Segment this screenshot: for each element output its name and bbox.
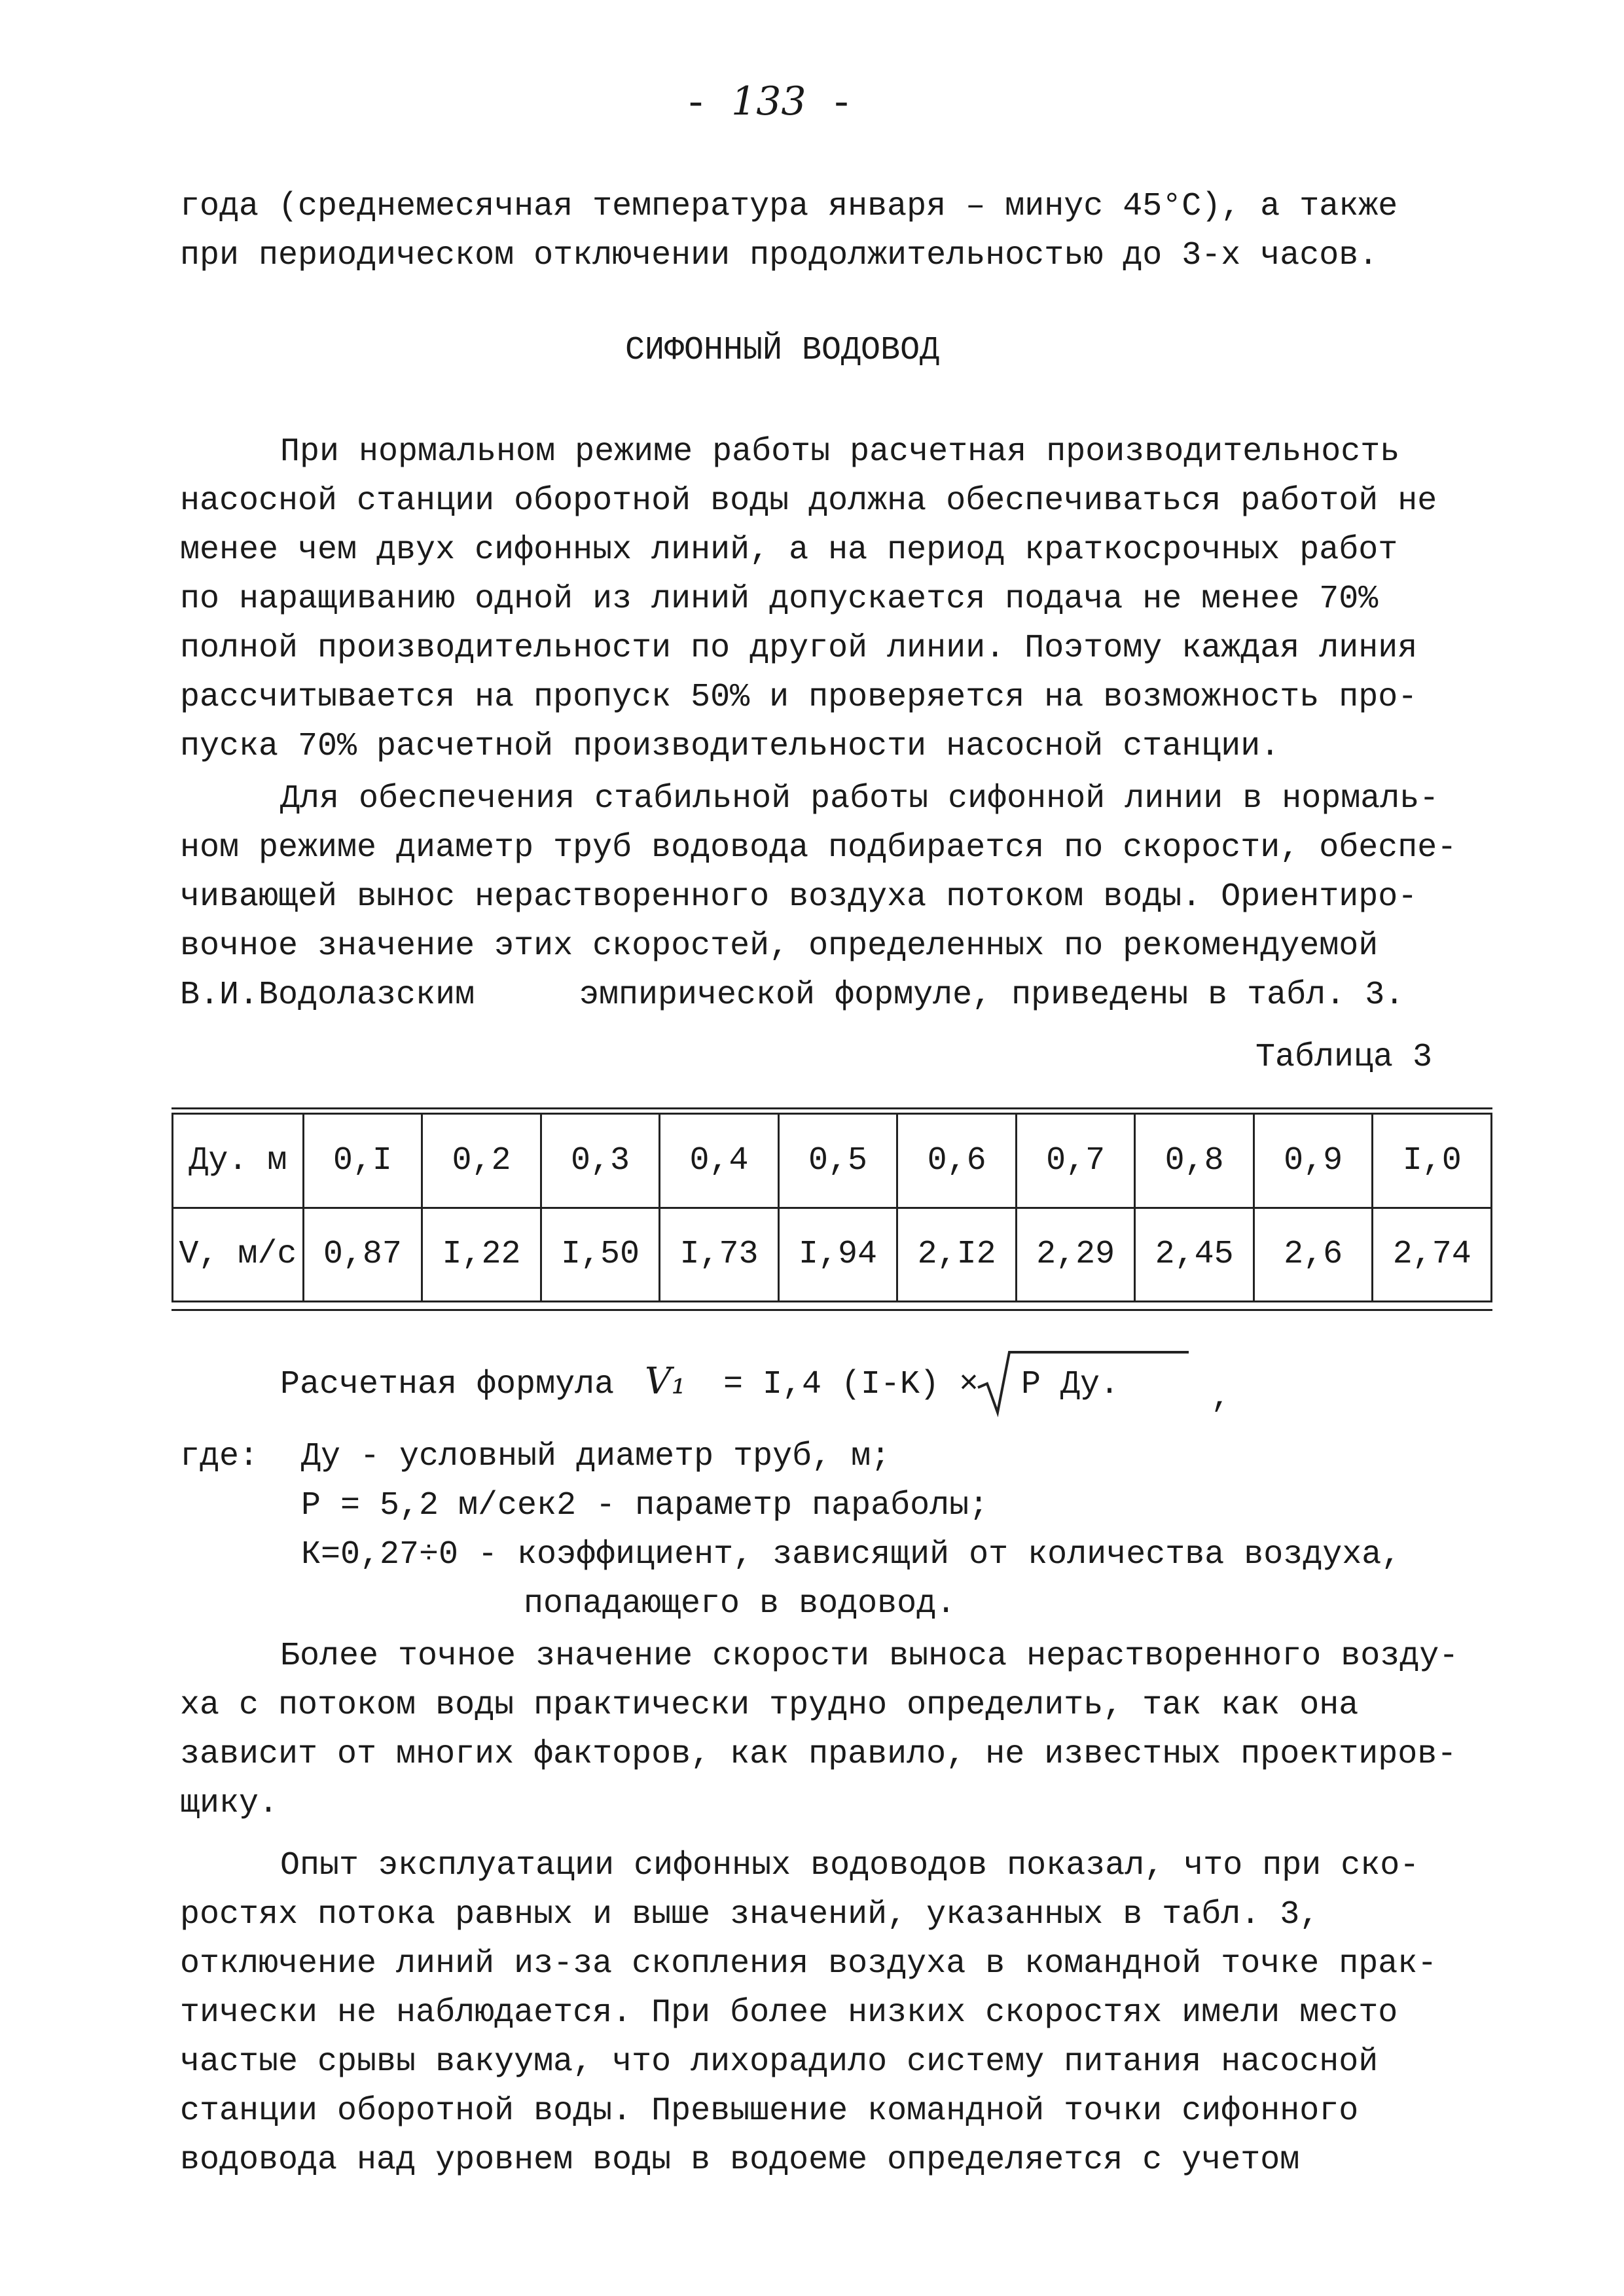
table-cell-diameter: 0,9 (1254, 1114, 1373, 1208)
page-number-value: 133 (731, 79, 806, 124)
table-cell-velocity: 2,6 (1254, 1208, 1373, 1302)
table-cell-velocity: I,50 (541, 1208, 660, 1302)
formula-expression: = I,4 (I-K) × (723, 1366, 979, 1403)
table-caption: Таблица 3 (1255, 1039, 1433, 1076)
table-cell-velocity: 0,87 (303, 1208, 422, 1302)
where-item: P = 5,2 м/сек2 - параметр параболы; (301, 1487, 989, 1524)
table-bottom-rule (171, 1309, 1492, 1311)
paragraph3-line: зависит от многих факторов, как правило, не известных проектиров- (180, 1736, 1457, 1773)
paragraph4-line: водовода над уровнем воды в водоеме определяется с учетом (180, 2142, 1300, 2179)
paragraph2-last-right: эмпирической формуле, приведены в табл. 3. (579, 977, 1405, 1014)
paragraph4-line: тически не наблюдается. При более низких скоростях имели место (180, 1994, 1398, 2032)
table-cell-velocity: I,22 (422, 1208, 541, 1302)
where-label: где: (180, 1438, 259, 1475)
table-cell-velocity: 2,I2 (897, 1208, 1017, 1302)
paragraph4-line: частые срывы вакуума, что лихорадило систему питания насосной (180, 2043, 1379, 2081)
paragraph2-line: Для обеспечения стабильной работы сифонной линии в нормаль- (280, 780, 1439, 817)
page-number-prefix: - (684, 82, 732, 127)
paragraph2-last-left: В.И.Водолазским (180, 977, 475, 1014)
table-cell-diameter: 0,8 (1135, 1114, 1254, 1208)
table-cell-velocity: I,94 (778, 1208, 897, 1302)
table-header-diameter: Ду. м (173, 1114, 304, 1208)
paragraph1-line: по наращиванию одной из линий допускается подача не менее 70% (180, 581, 1379, 618)
table-cell-diameter: 0,7 (1016, 1114, 1135, 1208)
formula-radicand: P Ду. (1021, 1366, 1120, 1403)
paragraph2-line: чивающей вынос нерастворенного воздуха потоком воды. Ориентиро- (180, 878, 1418, 916)
intro-line-2: при периодическом отключении продолжительностью до 3-х часов. (180, 237, 1379, 274)
paragraph4-line: станции оборотной воды. Превышение командной точки сифонного (180, 2092, 1359, 2130)
table-cell-diameter: 0,3 (541, 1114, 660, 1208)
table-row-velocity (173, 1208, 1492, 1302)
velocity-table (171, 1113, 1492, 1302)
table-cell-diameter: 0,2 (422, 1114, 541, 1208)
page-number (684, 79, 854, 127)
table-header-velocity: V, м/с (173, 1208, 304, 1302)
paragraph3-line: щику. (180, 1785, 279, 1822)
table-cell-diameter: 0,5 (778, 1114, 897, 1208)
formula-trailing-comma: , (1211, 1379, 1231, 1416)
paragraph1-line: насосной станции оборотной воды должна обеспечиваться работой не (180, 482, 1437, 520)
table-cell-diameter: I,0 (1373, 1114, 1492, 1208)
paragraph4-line: отключение линий из-за скопления воздуха в командной точке прак- (180, 1945, 1437, 1982)
table-cell-velocity: 2,74 (1373, 1208, 1492, 1302)
table-cell-velocity: 2,45 (1135, 1208, 1254, 1302)
paragraph2-line: ном режиме диаметр труб водовода подбирается по скорости, обеспе- (180, 829, 1457, 867)
paragraph1-line: При нормальном режиме работы расчетная производительность (280, 433, 1400, 471)
where-item: К=0,27÷0 - коэффициент, зависящий от количества воздуха, (301, 1536, 1401, 1573)
paragraph4-line: Опыт эксплуатации сифонных водоводов показал, что при ско- (280, 1847, 1420, 1884)
paragraph2-line: вочное значение этих скоростей, определенных по рекомендуемой (180, 927, 1379, 965)
page-number-suffix: - (806, 82, 854, 127)
section-title: СИФОННЫЙ ВОДОВОД (625, 332, 940, 369)
where-item: Ду - условный диаметр труб, м; (301, 1438, 891, 1475)
formula-label: Расчетная формула (280, 1366, 615, 1403)
paragraph1-line: рассчитывается на пропуск 50% и проверяется на возможность про- (180, 679, 1418, 716)
paragraph1-line: пуска 70% расчетной производительности насосной станции. (180, 728, 1280, 765)
intro-line-1: года (среднемесячная температура января – минус 45°С), а также (180, 188, 1398, 225)
table-top-rule (171, 1107, 1492, 1109)
paragraph3-line: Более точное значение скорости выноса нерастворенного возду- (280, 1638, 1459, 1675)
paragraph1-line: менее чем двух сифонных линий, а на период краткосрочных работ (180, 531, 1398, 569)
where-continuation: попадающего в водовод. (524, 1585, 956, 1623)
table-cell-velocity: 2,29 (1016, 1208, 1135, 1302)
table-cell-diameter: 0,6 (897, 1114, 1017, 1208)
table-cell-diameter: 0,I (303, 1114, 422, 1208)
paragraph3-line: ха с потоком воды практически трудно определить, так как она (180, 1687, 1359, 1724)
table-cell-diameter: 0,4 (660, 1114, 779, 1208)
table-row-diameter (173, 1114, 1492, 1208)
paragraph1-line: полной производительности по другой линии. Поэтому каждая линия (180, 630, 1418, 667)
table-cell-velocity: I,73 (660, 1208, 779, 1302)
formula-symbol: V₁ (645, 1360, 686, 1403)
paragraph4-line: ростях потока равных и выше значений, указанных в табл. 3, (180, 1896, 1320, 1933)
